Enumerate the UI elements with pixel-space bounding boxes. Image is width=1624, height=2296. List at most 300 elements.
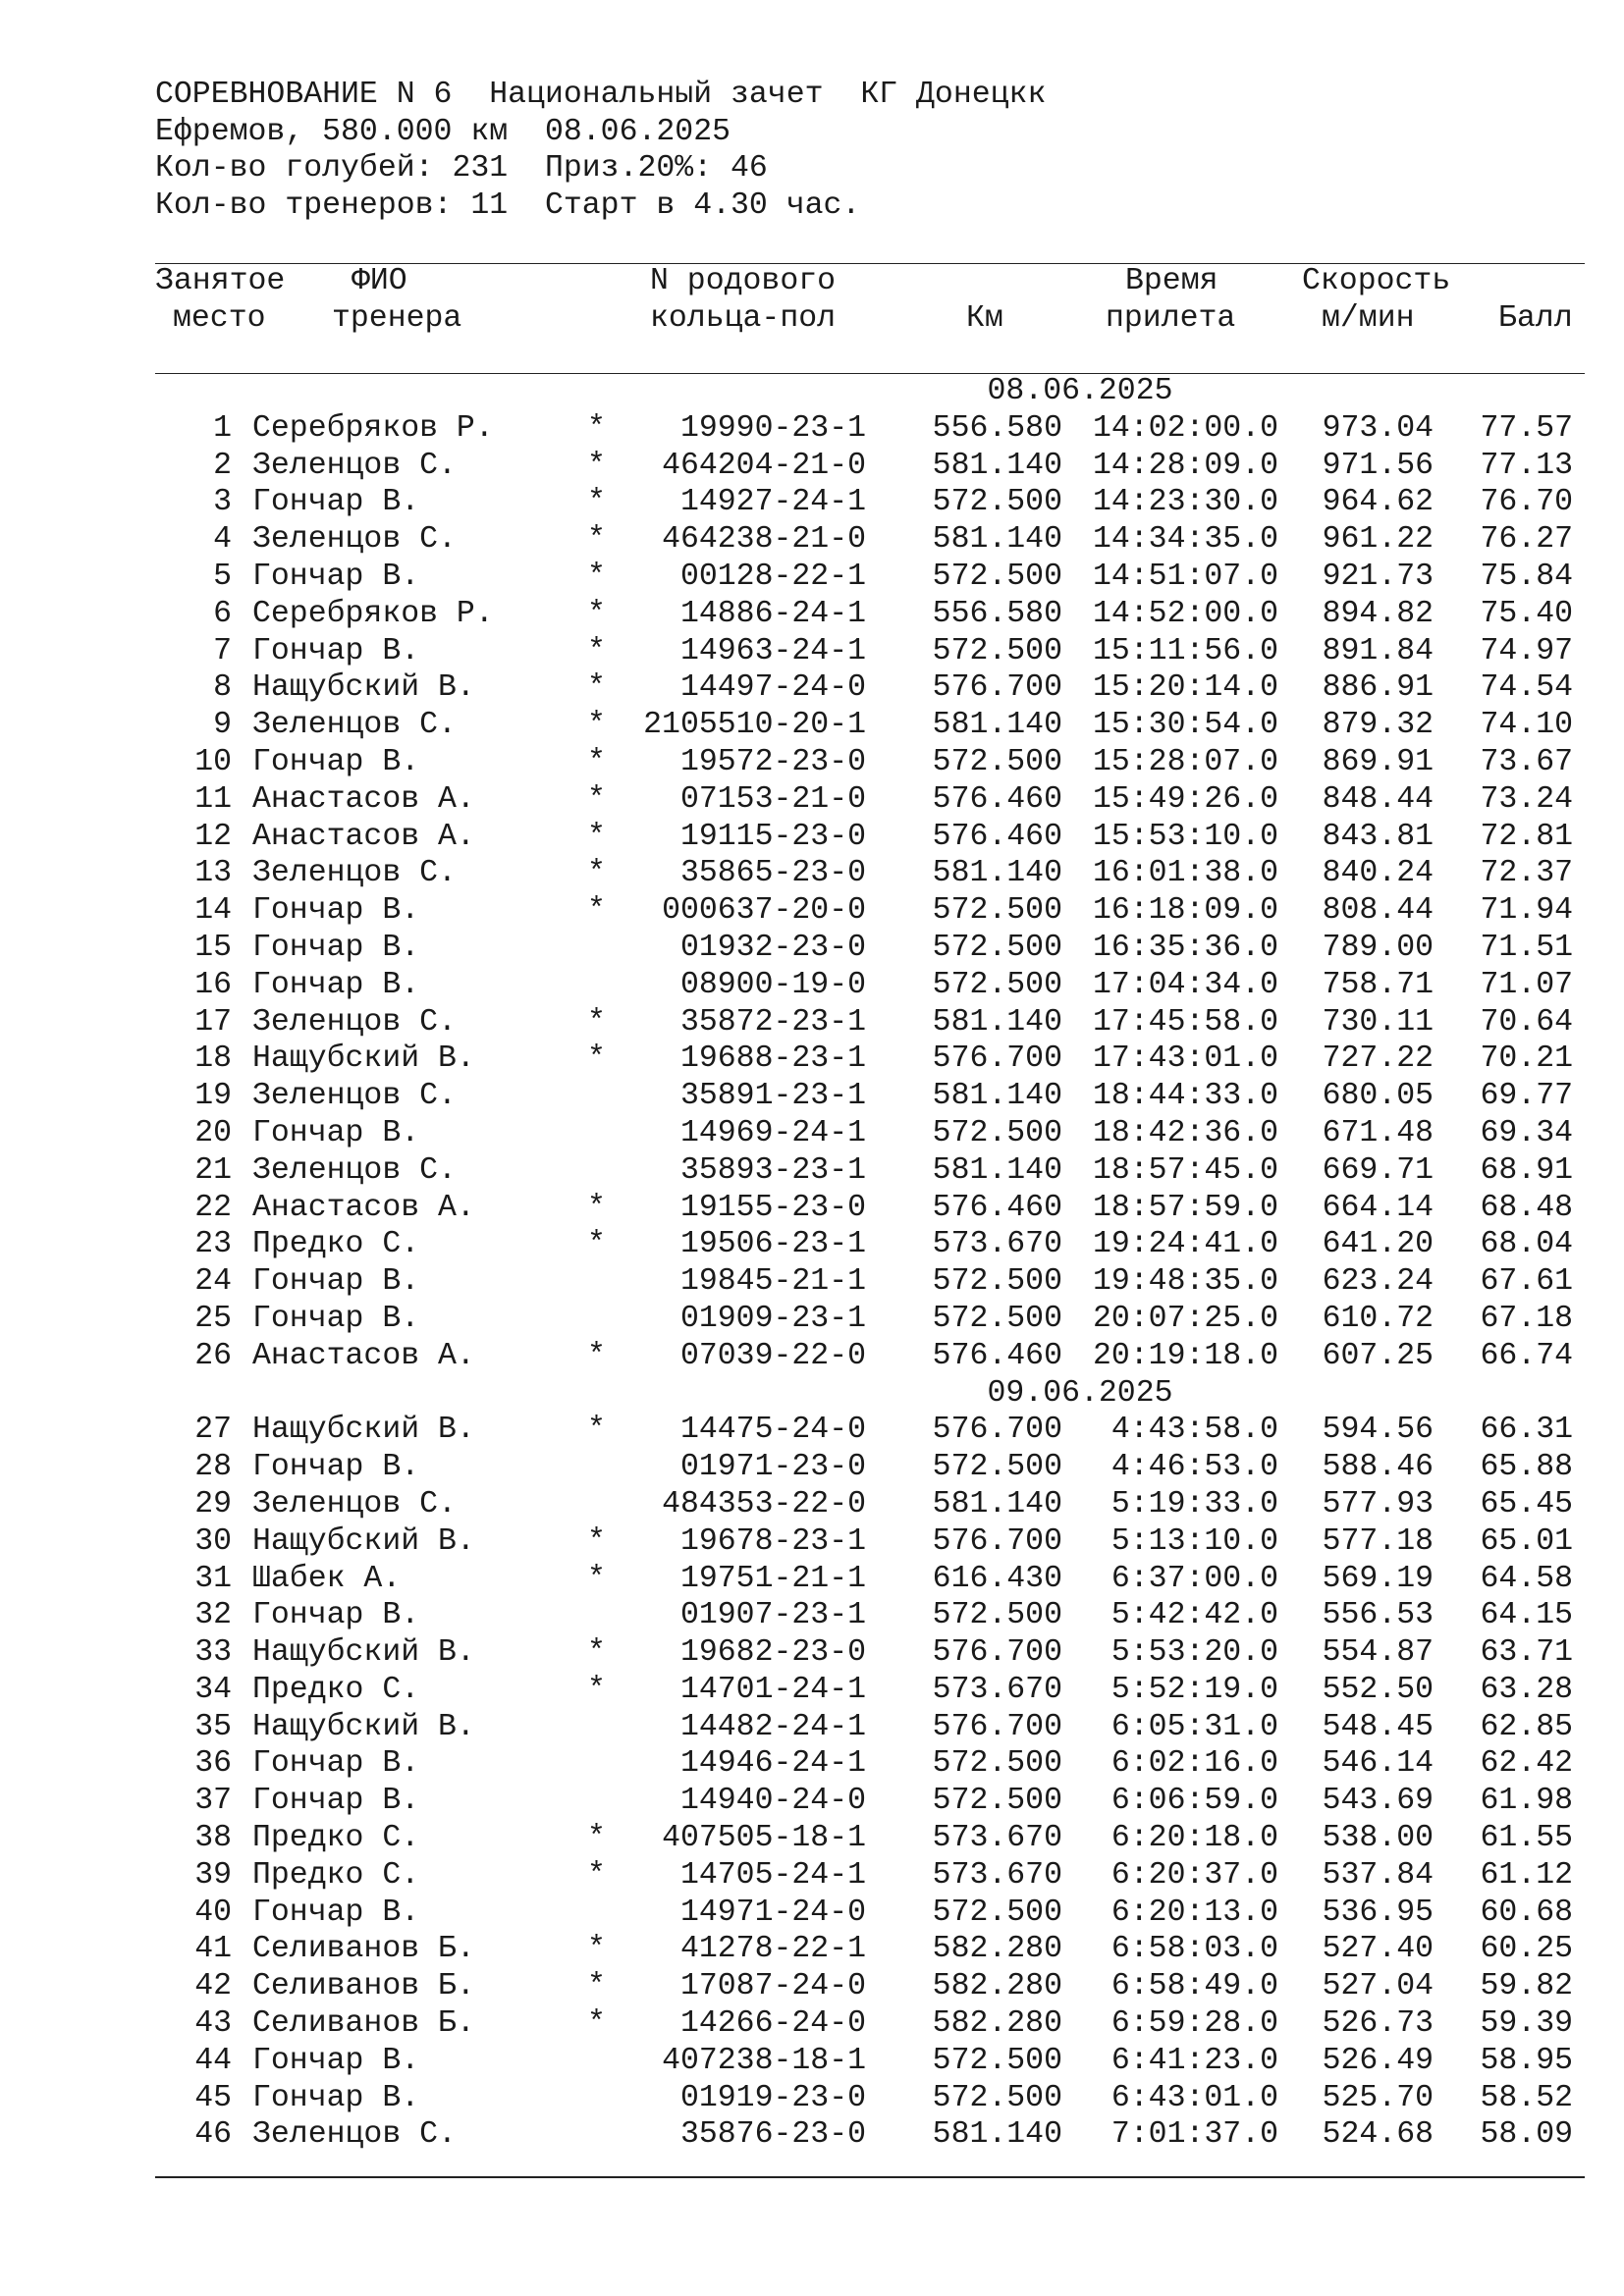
speed-cell: 669.71: [1322, 1152, 1434, 1188]
speed-cell: 789.00: [1322, 930, 1434, 965]
score-cell: 71.07: [1480, 967, 1573, 1002]
ring-number-cell: 484353-22-0: [662, 1486, 866, 1522]
place-cell: 18: [194, 1041, 232, 1077]
speed-cell: 848.44: [1322, 781, 1434, 817]
ring-number-cell: 19751-21-1: [679, 1561, 866, 1596]
star-marker-cell: *: [587, 2006, 606, 2042]
ring-number-cell: 07153-21-0: [679, 781, 866, 817]
col-time-header-1: Время: [1125, 264, 1218, 298]
place-cell: 25: [194, 1301, 232, 1336]
place-cell: 34: [194, 1672, 232, 1707]
table-row: [0, 1486, 1624, 1523]
arrival-time-cell: 17:04:34.0: [1092, 967, 1278, 1002]
table-row: [0, 1634, 1624, 1672]
arrival-time-cell: 16:01:38.0: [1092, 856, 1278, 891]
trainer-name-cell: Нащубский В.: [252, 1413, 475, 1448]
table-row: [0, 1597, 1624, 1634]
score-cell: 76.27: [1480, 522, 1573, 558]
speed-cell: 548.45: [1322, 1709, 1434, 1744]
score-cell: 69.34: [1480, 1115, 1573, 1150]
ring-number-cell: 407238-18-1: [662, 2043, 866, 2078]
speed-cell: 594.56: [1322, 1413, 1434, 1448]
km-cell: 573.670: [932, 1227, 1062, 1262]
trainer-name-cell: Гончар В.: [252, 1746, 420, 1782]
star-marker-cell: *: [587, 1041, 606, 1077]
table-row: [0, 1190, 1624, 1227]
trainer-name-cell: Предко С.: [252, 1857, 420, 1893]
speed-cell: 526.73: [1322, 2006, 1434, 2042]
table-row: [0, 484, 1624, 521]
score-cell: 70.64: [1480, 1004, 1573, 1040]
arrival-time-cell: 15:30:54.0: [1092, 708, 1278, 743]
km-cell: 581.140: [932, 1152, 1062, 1188]
place-cell: 27: [194, 1413, 232, 1448]
trainer-name-cell: Зеленцов С.: [252, 1152, 457, 1188]
arrival-time-cell: 17:45:58.0: [1092, 1004, 1278, 1040]
arrival-time-cell: 6:43:01.0: [1110, 2080, 1278, 2115]
header-line-trainers: Кол-во тренеров: 11 Старт в 4.30 час.: [155, 187, 861, 223]
table-row: [0, 1449, 1624, 1486]
table-bottom-rule: [155, 2176, 1585, 2178]
results-table: [0, 373, 1624, 2154]
km-cell: 572.500: [932, 1784, 1062, 1819]
star-marker-cell: *: [587, 410, 606, 446]
speed-cell: 886.91: [1322, 670, 1434, 706]
ring-number-cell: 14946-24-1: [679, 1746, 866, 1782]
place-cell: 40: [194, 1895, 232, 1930]
trainer-name-cell: Нащубский В.: [252, 1523, 475, 1559]
table-row: [0, 1931, 1624, 1968]
table-row: [0, 1338, 1624, 1375]
km-cell: 573.670: [932, 1821, 1062, 1856]
ring-number-cell: 35872-23-1: [679, 1004, 866, 1040]
table-row: [0, 410, 1624, 448]
table-row: [0, 967, 1624, 1004]
place-cell: 32: [194, 1598, 232, 1633]
ring-number-cell: 14886-24-1: [679, 596, 866, 631]
arrival-time-cell: 14:34:35.0: [1092, 522, 1278, 558]
arrival-time-cell: 18:44:33.0: [1092, 1079, 1278, 1114]
score-cell: 63.28: [1480, 1672, 1573, 1707]
ring-number-cell: 01932-23-0: [679, 930, 866, 965]
speed-cell: 894.82: [1322, 596, 1434, 631]
speed-cell: 879.32: [1322, 708, 1434, 743]
km-cell: 556.580: [932, 410, 1062, 446]
place-cell: 14: [194, 893, 232, 929]
km-cell: 576.460: [932, 1190, 1062, 1225]
col-ring-header-1: N родового: [650, 264, 837, 298]
table-row: [0, 1226, 1624, 1263]
table-row: [0, 744, 1624, 781]
ring-number-cell: 19845-21-1: [679, 1264, 866, 1300]
ring-number-cell: 19678-23-1: [679, 1523, 866, 1559]
trainer-name-cell: Предко С.: [252, 1227, 420, 1262]
trainer-name-cell: Зеленцов С.: [252, 448, 457, 483]
score-cell: 69.77: [1480, 1079, 1573, 1114]
place-cell: 41: [194, 1932, 232, 1967]
arrival-time-cell: 18:42:36.0: [1092, 1115, 1278, 1150]
trainer-name-cell: Нащубский В.: [252, 1635, 475, 1671]
ring-number-cell: 14497-24-0: [679, 670, 866, 706]
score-cell: 64.58: [1480, 1561, 1573, 1596]
score-cell: 71.51: [1480, 930, 1573, 965]
km-cell: 573.670: [932, 1672, 1062, 1707]
star-marker-cell: *: [587, 1932, 606, 1967]
arrival-time-cell: 5:42:42.0: [1110, 1598, 1278, 1633]
score-cell: 66.31: [1480, 1413, 1573, 1448]
arrival-time-cell: 6:05:31.0: [1110, 1709, 1278, 1744]
km-cell: 581.140: [932, 708, 1062, 743]
km-cell: 581.140: [932, 448, 1062, 483]
speed-cell: 730.11: [1322, 1004, 1434, 1040]
ring-number-cell: 00128-22-1: [679, 559, 866, 594]
trainer-name-cell: Зеленцов С.: [252, 1079, 457, 1114]
ring-number-cell: 19506-23-1: [679, 1227, 866, 1262]
arrival-time-cell: 6:20:13.0: [1110, 1895, 1278, 1930]
score-cell: 67.61: [1480, 1264, 1573, 1300]
score-cell: 75.40: [1480, 596, 1573, 631]
score-cell: 74.97: [1480, 633, 1573, 668]
km-cell: 582.280: [932, 1969, 1062, 2004]
arrival-time-cell: 14:51:07.0: [1092, 559, 1278, 594]
table-row: [0, 892, 1624, 930]
trainer-name-cell: Гончар В.: [252, 1895, 420, 1930]
place-cell: 36: [194, 1746, 232, 1782]
trainer-name-cell: Гончар В.: [252, 1264, 420, 1300]
speed-cell: 758.71: [1322, 967, 1434, 1002]
speed-cell: 971.56: [1322, 448, 1434, 483]
km-cell: 576.460: [932, 781, 1062, 817]
col-speed-header-2: м/мин: [1322, 300, 1415, 336]
km-cell: 572.500: [932, 1598, 1062, 1633]
score-cell: 63.71: [1480, 1635, 1573, 1671]
score-cell: 58.09: [1480, 2117, 1573, 2153]
trainer-name-cell: Зеленцов С.: [252, 708, 457, 743]
score-cell: 77.57: [1480, 410, 1573, 446]
place-cell: 11: [194, 781, 232, 817]
speed-cell: 527.40: [1322, 1932, 1434, 1967]
arrival-time-cell: 15:49:26.0: [1092, 781, 1278, 817]
star-marker-cell: *: [587, 708, 606, 743]
table-row: [0, 707, 1624, 744]
place-cell: 1: [213, 410, 232, 446]
score-cell: 68.04: [1480, 1227, 1573, 1262]
ring-number-cell: 14969-24-1: [679, 1115, 866, 1150]
ring-number-cell: 2105510-20-1: [643, 708, 866, 743]
score-cell: 62.85: [1480, 1709, 1573, 1744]
star-marker-cell: *: [587, 744, 606, 779]
km-cell: 576.460: [932, 1338, 1062, 1373]
trainer-name-cell: Анастасов А.: [252, 819, 475, 854]
ring-number-cell: 19688-23-1: [679, 1041, 866, 1077]
km-cell: 572.500: [932, 1746, 1062, 1782]
speed-cell: 552.50: [1322, 1672, 1434, 1707]
star-marker-cell: *: [587, 1672, 606, 1707]
arrival-time-cell: 14:23:30.0: [1092, 485, 1278, 520]
trainer-name-cell: Нащубский В.: [252, 1709, 475, 1744]
arrival-time-cell: 20:07:25.0: [1092, 1301, 1278, 1336]
score-cell: 71.94: [1480, 893, 1573, 929]
km-cell: 572.500: [932, 559, 1062, 594]
table-row: [0, 1301, 1624, 1338]
km-cell: 572.500: [932, 1895, 1062, 1930]
km-cell: 576.700: [932, 1413, 1062, 1448]
ring-number-cell: 14266-24-0: [679, 2006, 866, 2042]
score-cell: 68.91: [1480, 1152, 1573, 1188]
ring-number-cell: 01919-23-0: [679, 2080, 866, 2115]
table-row: [0, 1152, 1624, 1190]
arrival-time-cell: 20:19:18.0: [1092, 1338, 1278, 1373]
header-line-competition: СОРЕВНОВАНИЕ N 6 Национальный зачет КГ Донецкк: [155, 78, 1047, 112]
km-cell: 572.500: [932, 2043, 1062, 2078]
speed-cell: 641.20: [1322, 1227, 1434, 1262]
arrival-time-cell: 6:20:37.0: [1110, 1857, 1278, 1893]
table-row: [0, 521, 1624, 559]
ring-number-cell: 14963-24-1: [679, 633, 866, 668]
table-row: [0, 2080, 1624, 2117]
ring-number-cell: 14482-24-1: [679, 1709, 866, 1744]
score-cell: 68.48: [1480, 1190, 1573, 1225]
place-cell: 2: [213, 448, 232, 483]
km-cell: 572.500: [932, 2080, 1062, 2115]
arrival-time-cell: 6:58:03.0: [1110, 1932, 1278, 1967]
speed-cell: 527.04: [1322, 1969, 1434, 2004]
ring-number-cell: 14927-24-1: [679, 485, 866, 520]
star-marker-cell: *: [587, 1004, 606, 1040]
place-cell: 33: [194, 1635, 232, 1671]
arrival-time-cell: 6:02:16.0: [1110, 1746, 1278, 1782]
arrival-time-cell: 14:28:09.0: [1092, 448, 1278, 483]
speed-cell: 961.22: [1322, 522, 1434, 558]
ring-number-cell: 35893-23-1: [679, 1152, 866, 1188]
table-row: [0, 669, 1624, 707]
speed-cell: 727.22: [1322, 1041, 1434, 1077]
ring-number-cell: 19572-23-0: [679, 744, 866, 779]
ring-number-cell: 19155-23-0: [679, 1190, 866, 1225]
arrival-time-cell: 6:20:18.0: [1110, 1821, 1278, 1856]
trainer-name-cell: Нащубский В.: [252, 1041, 475, 1077]
trainer-name-cell: Селиванов Б.: [252, 1969, 475, 2004]
trainer-name-cell: Зеленцов С.: [252, 1486, 457, 1522]
place-cell: 15: [194, 930, 232, 965]
ring-number-cell: 01909-23-1: [679, 1301, 866, 1336]
score-cell: 73.67: [1480, 744, 1573, 779]
star-marker-cell: *: [587, 1821, 606, 1856]
star-marker-cell: *: [587, 596, 606, 631]
trainer-name-cell: Зеленцов С.: [252, 522, 457, 558]
ring-number-cell: 35876-23-0: [679, 2117, 866, 2153]
star-marker-cell: *: [587, 1523, 606, 1559]
star-marker-cell: *: [587, 893, 606, 929]
speed-cell: 554.87: [1322, 1635, 1434, 1671]
arrival-time-cell: 18:57:45.0: [1092, 1152, 1278, 1188]
place-cell: 44: [194, 2043, 232, 2078]
km-cell: 572.500: [932, 633, 1062, 668]
ring-number-cell: 41278-22-1: [679, 1932, 866, 1967]
place-cell: 21: [194, 1152, 232, 1188]
trainer-name-cell: Гончар В.: [252, 1450, 420, 1485]
place-cell: 37: [194, 1784, 232, 1819]
trainer-name-cell: Гончар В.: [252, 1301, 420, 1336]
speed-cell: 588.46: [1322, 1450, 1434, 1485]
table-row: [0, 1857, 1624, 1895]
arrival-time-cell: 5:13:10.0: [1110, 1523, 1278, 1559]
speed-cell: 556.53: [1322, 1598, 1434, 1633]
star-marker-cell: *: [587, 559, 606, 594]
km-cell: 576.700: [932, 1709, 1062, 1744]
trainer-name-cell: Гончар В.: [252, 2043, 420, 2078]
place-cell: 38: [194, 1821, 232, 1856]
ring-number-cell: 464238-21-0: [662, 522, 866, 558]
score-cell: 60.25: [1480, 1932, 1573, 1967]
arrival-time-cell: 6:58:49.0: [1110, 1969, 1278, 2004]
table-row: [0, 1783, 1624, 1820]
place-cell: 35: [194, 1709, 232, 1744]
place-cell: 17: [194, 1004, 232, 1040]
speed-cell: 524.68: [1322, 2117, 1434, 2153]
trainer-name-cell: Зеленцов С.: [252, 1004, 457, 1040]
score-cell: 74.10: [1480, 708, 1573, 743]
speed-cell: 546.14: [1322, 1746, 1434, 1782]
trainer-name-cell: Анастасов А.: [252, 1190, 475, 1225]
score-cell: 70.21: [1480, 1041, 1573, 1077]
col-km-header: Км: [966, 300, 1003, 336]
star-marker-cell: *: [587, 1338, 606, 1373]
score-cell: 73.24: [1480, 781, 1573, 817]
table-row: [0, 1078, 1624, 1115]
table-row: [0, 1041, 1624, 1078]
ring-number-cell: 01971-23-0: [679, 1450, 866, 1485]
col-time-header-2: прилета: [1106, 300, 1236, 336]
ring-number-cell: 19115-23-0: [679, 819, 866, 854]
place-cell: 28: [194, 1450, 232, 1485]
place-cell: 5: [213, 559, 232, 594]
score-cell: 66.74: [1480, 1338, 1573, 1373]
ring-number-cell: 14971-24-0: [679, 1895, 866, 1930]
table-row: [0, 2043, 1624, 2080]
score-cell: 65.01: [1480, 1523, 1573, 1559]
ring-number-cell: 464204-21-0: [662, 448, 866, 483]
table-row: [0, 1412, 1624, 1449]
date-separator: [0, 1375, 1624, 1413]
ring-number-cell: 01907-23-1: [679, 1598, 866, 1633]
ring-number-cell: 14705-24-1: [679, 1857, 866, 1893]
score-cell: 61.12: [1480, 1857, 1573, 1893]
trainer-name-cell: Гончар В.: [252, 485, 420, 520]
star-marker-cell: *: [587, 1635, 606, 1671]
score-cell: 61.55: [1480, 1821, 1573, 1856]
arrival-time-cell: 14:52:00.0: [1092, 596, 1278, 631]
star-marker-cell: *: [587, 1857, 606, 1893]
table-row: [0, 1115, 1624, 1152]
trainer-name-cell: Предко С.: [252, 1672, 420, 1707]
arrival-time-cell: 19:48:35.0: [1092, 1264, 1278, 1300]
ring-number-cell: 35891-23-1: [679, 1079, 866, 1114]
star-marker-cell: *: [587, 485, 606, 520]
trainer-name-cell: Гончар В.: [252, 930, 420, 965]
speed-cell: 569.19: [1322, 1561, 1434, 1596]
speed-cell: 891.84: [1322, 633, 1434, 668]
place-cell: 10: [194, 744, 232, 779]
competition-header: [155, 77, 1046, 224]
speed-cell: 577.18: [1322, 1523, 1434, 1559]
speed-cell: 664.14: [1322, 1190, 1434, 1225]
table-row: [0, 1263, 1624, 1301]
arrival-time-cell: 6:41:23.0: [1110, 2043, 1278, 2078]
speed-cell: 610.72: [1322, 1301, 1434, 1336]
place-cell: 12: [194, 819, 232, 854]
speed-cell: 623.24: [1322, 1264, 1434, 1300]
ring-number-cell: 08900-19-0: [679, 967, 866, 1002]
date-separator-label: 09.06.2025: [987, 1375, 1173, 1411]
table-row: [0, 596, 1624, 633]
speed-cell: 538.00: [1322, 1821, 1434, 1856]
trainer-name-cell: Серебряков Р.: [252, 410, 494, 446]
trainer-name-cell: Анастасов А.: [252, 781, 475, 817]
trainer-name-cell: Шабек А.: [252, 1561, 402, 1596]
table-row: [0, 633, 1624, 670]
arrival-time-cell: 15:20:14.0: [1092, 670, 1278, 706]
km-cell: 581.140: [932, 1004, 1062, 1040]
trainer-name-cell: Гончар В.: [252, 2080, 420, 2115]
place-cell: 6: [213, 596, 232, 631]
star-marker-cell: *: [587, 670, 606, 706]
score-cell: 59.39: [1480, 2006, 1573, 2042]
score-cell: 76.70: [1480, 485, 1573, 520]
col-speed-header-1: Скорость: [1302, 264, 1451, 298]
arrival-time-cell: 4:46:53.0: [1110, 1450, 1278, 1485]
col-place-header-1: Занятое: [155, 264, 286, 298]
table-row: [0, 1672, 1624, 1709]
place-cell: 31: [194, 1561, 232, 1596]
trainer-name-cell: Гончар В.: [252, 633, 420, 668]
table-row: [0, 2116, 1624, 2154]
km-cell: 576.700: [932, 670, 1062, 706]
star-marker-cell: *: [587, 1413, 606, 1448]
place-cell: 23: [194, 1227, 232, 1262]
arrival-time-cell: 4:43:58.0: [1110, 1413, 1278, 1448]
speed-cell: 577.93: [1322, 1486, 1434, 1522]
speed-cell: 526.49: [1322, 2043, 1434, 2078]
star-marker-cell: *: [587, 1227, 606, 1262]
place-cell: 26: [194, 1338, 232, 1373]
col-name-header-1: ФИО: [352, 264, 407, 298]
score-cell: 62.42: [1480, 1746, 1573, 1782]
place-cell: 8: [213, 670, 232, 706]
place-cell: 16: [194, 967, 232, 1002]
table-column-headers: [0, 263, 1624, 371]
arrival-time-cell: 18:57:59.0: [1092, 1190, 1278, 1225]
ring-number-cell: 17087-24-0: [679, 1969, 866, 2004]
trainer-name-cell: Гончар В.: [252, 744, 420, 779]
header-line-pigeon-count: Кол-во голубей: 231 Приз.20%: 46: [155, 151, 768, 186]
arrival-time-cell: 7:01:37.0: [1110, 2117, 1278, 2153]
date-separator: [0, 373, 1624, 410]
score-cell: 67.18: [1480, 1301, 1573, 1336]
table-row: [0, 1820, 1624, 1857]
place-cell: 9: [213, 708, 232, 743]
trainer-name-cell: Селиванов Б.: [252, 1932, 475, 1967]
km-cell: 576.700: [932, 1041, 1062, 1077]
trainer-name-cell: Серебряков Р.: [252, 596, 494, 631]
table-row: [0, 930, 1624, 967]
star-marker-cell: *: [587, 448, 606, 483]
ring-number-cell: 19990-23-1: [679, 410, 866, 446]
trainer-name-cell: Гончар В.: [252, 1784, 420, 1819]
place-cell: 45: [194, 2080, 232, 2115]
trainer-name-cell: Нащубский В.: [252, 670, 475, 706]
speed-cell: 607.25: [1322, 1338, 1434, 1373]
